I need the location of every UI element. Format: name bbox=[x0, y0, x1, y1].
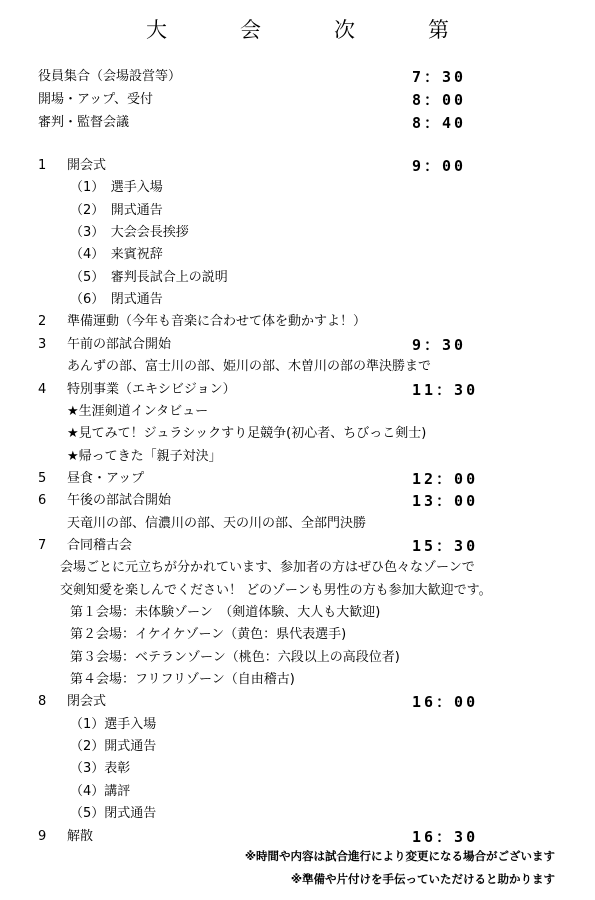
section-number: 2 bbox=[38, 314, 47, 330]
sub-item-row bbox=[0, 222, 595, 244]
sub-item-text: 天竜川の部、信濃川の部、天の川の部、全部門決勝 bbox=[67, 515, 367, 531]
sub-item-row bbox=[0, 356, 595, 378]
pre-schedule-time: 8：40 bbox=[412, 114, 467, 132]
sub-item-text: （6） 閉式通告 bbox=[70, 292, 163, 308]
section-row bbox=[0, 490, 595, 512]
section-time: 15：30 bbox=[412, 536, 479, 555]
section-title: 昼食・アップ bbox=[67, 470, 145, 486]
sub-item-text: あんずの部、富士川の部、姫川の部、木曽川の部の準決勝まで bbox=[67, 359, 432, 375]
sub-item-row bbox=[0, 781, 595, 803]
section-row bbox=[0, 334, 595, 356]
pre-schedule-row bbox=[0, 66, 595, 88]
section-title: 解散 bbox=[67, 828, 94, 844]
section-row bbox=[0, 155, 595, 177]
sub-item-row bbox=[0, 446, 595, 468]
pre-schedule-row bbox=[0, 89, 595, 111]
sub-item-text: （5） 審判長試合上の説明 bbox=[70, 269, 228, 285]
sub-item-row bbox=[0, 267, 595, 289]
sub-item-text: （1） 選手入場 bbox=[70, 180, 163, 196]
section-number: 4 bbox=[38, 381, 47, 397]
sub-item-row bbox=[0, 200, 595, 222]
section-title: 準備運動（今年も音楽に合わせて体を動かすよ！） bbox=[67, 314, 367, 330]
sub-item-row bbox=[0, 758, 595, 780]
sub-item-row bbox=[0, 244, 595, 266]
section-time: 11：30 bbox=[412, 380, 479, 399]
section-title: 午後の部試合開始 bbox=[67, 493, 172, 509]
section-title: 合同稽古会 bbox=[67, 537, 133, 553]
section-number: 8 bbox=[38, 694, 47, 710]
sub-item-text: 第２会場：イケイケゾーン（黄色：県代表選手) bbox=[70, 627, 347, 643]
sub-item-row bbox=[0, 714, 595, 736]
sub-item-text: （5）閉式通告 bbox=[70, 806, 157, 822]
section-number: 7 bbox=[38, 537, 47, 553]
pre-schedule-label: 開場・アップ、受付 bbox=[38, 92, 154, 107]
section-row bbox=[0, 691, 595, 713]
section-number: 9 bbox=[38, 828, 47, 844]
sub-item-row bbox=[0, 177, 595, 199]
section-row bbox=[0, 311, 595, 333]
sub-item-row bbox=[0, 580, 595, 602]
sub-item-text: 第１会場：未体験ゾーン （剣道体験、大人も大歓迎) bbox=[70, 605, 381, 620]
section-title: 閉会式 bbox=[67, 694, 107, 710]
footnote: ※準備や片付けを手伝っていただけると助かります bbox=[290, 872, 555, 886]
section-time: 9：30 bbox=[412, 335, 467, 354]
pre-schedule-time: 7：30 bbox=[412, 68, 467, 86]
sub-item-text: （4）講評 bbox=[70, 783, 131, 799]
section-time: 16：00 bbox=[412, 693, 479, 712]
sub-item-text: （1）選手入場 bbox=[70, 716, 157, 732]
section-title: 開会式 bbox=[67, 158, 107, 173]
section-title: 午前の部試合開始 bbox=[67, 336, 172, 352]
section-time: 9：00 bbox=[412, 157, 467, 175]
sub-item-text: （2）開式通告 bbox=[70, 739, 157, 755]
sub-item-text: ★見てみて！ジュラシックすり足競争(初心者、ちびっこ剣士) bbox=[67, 426, 427, 442]
sub-item-text: 会場ごとに元立ちが分かれています、参加者の方はぜひ色々なゾーンで bbox=[60, 560, 475, 576]
sub-item-row bbox=[0, 423, 595, 445]
pre-schedule-row bbox=[0, 112, 595, 134]
section-row bbox=[0, 379, 595, 401]
sub-item-text: 交剣知愛を楽しんでください！ どのゾーンも男性の方も参加大歓迎です。 bbox=[60, 582, 492, 598]
section-number: 6 bbox=[38, 493, 47, 509]
section-row bbox=[0, 826, 595, 848]
section-number: 5 bbox=[38, 470, 47, 486]
sub-item-row bbox=[0, 602, 595, 624]
sub-item-row bbox=[0, 513, 595, 535]
section-row bbox=[0, 535, 595, 557]
sub-item-text: （4） 来賓祝辞 bbox=[70, 247, 163, 263]
section-number: 1 bbox=[38, 158, 47, 173]
section-time: 13：00 bbox=[412, 492, 479, 511]
sub-item-row bbox=[0, 557, 595, 579]
sub-item-row bbox=[0, 289, 595, 311]
section-number: 3 bbox=[38, 336, 47, 352]
section-title: 特別事業（エキシビジョン） bbox=[67, 381, 236, 397]
sub-item-row bbox=[0, 401, 595, 423]
sub-item-text: 第３会場：ベテランゾーン（桃色：六段以上の高段位者) bbox=[70, 649, 400, 665]
sub-item-text: 第４会場：フリフリゾーン（自由稽古) bbox=[70, 672, 295, 688]
sub-item-text: ★生涯剣道インタビュー bbox=[67, 403, 209, 419]
sub-item-text: （2） 開式通告 bbox=[70, 202, 163, 218]
sub-item-row bbox=[0, 624, 595, 646]
pre-schedule-time: 8：00 bbox=[412, 91, 467, 109]
sub-item-row bbox=[0, 647, 595, 669]
footnote: ※時間や内容は試合進行により変更になる場合がございます bbox=[244, 849, 555, 863]
sub-item-row bbox=[0, 736, 595, 758]
sub-item-row bbox=[0, 803, 595, 825]
pre-schedule-label: 審判・監督会議 bbox=[38, 115, 130, 130]
pre-schedule-label: 役員集合（会場設営等） bbox=[38, 69, 182, 84]
section-row bbox=[0, 468, 595, 490]
sub-item-row bbox=[0, 669, 595, 691]
sub-item-text: （3）表彰 bbox=[70, 761, 131, 777]
page-title: 大 会 次 第 bbox=[146, 18, 475, 42]
section-time: 16：30 bbox=[412, 827, 479, 846]
sub-item-text: ★帰ってきた「親子対決」 bbox=[67, 448, 222, 464]
sub-item-text: （3） 大会会長挨拶 bbox=[70, 225, 189, 241]
section-time: 12：00 bbox=[412, 469, 479, 488]
